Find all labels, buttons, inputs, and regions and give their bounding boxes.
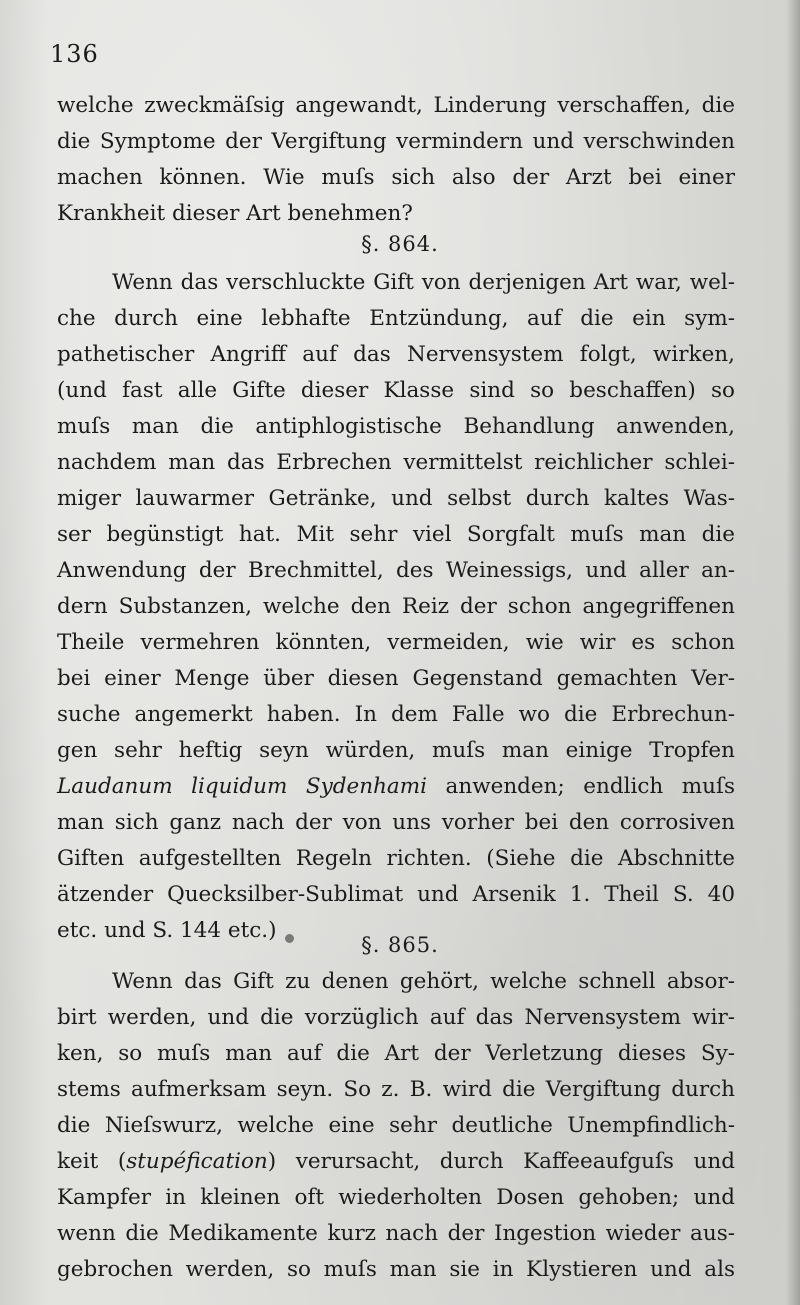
- text-line: pathetischer Angriff auf das Nervensystem folgt, wirken,: [57, 342, 735, 367]
- text-line: suche angemerkt haben. In dem Falle wo die Erbrechun-: [57, 702, 735, 727]
- text-line: Theile vermehren könnten, vermeiden, wie wir es schon: [57, 630, 735, 655]
- text-line: miger lauwarmer Getränke, und selbst durch kaltes Was-: [57, 486, 735, 511]
- text-line: Anwendung der Brechmittel, des Weinessigs, und aller an-: [57, 558, 735, 583]
- text-line: wenn die Medikamente kurz nach der Ingestion wieder aus-: [57, 1221, 735, 1246]
- text-line: ätzender Quecksilber-Sublimat und Arsenik 1. Theil S. 40: [57, 882, 735, 907]
- text-line: (und fast alle Gifte dieser Klasse sind so beschaffen) so: [57, 378, 735, 403]
- text-line: nachdem man das Erbrechen vermittelst reichlicher schlei-: [57, 450, 735, 475]
- intro-paragraph: [57, 88, 735, 232]
- latin-term: Laudanum liquidum Sydenhami: [57, 774, 428, 799]
- text-line: ser begünstigt hat. Mit sehr viel Sorgfalt muſs man die: [57, 522, 735, 547]
- text-fragment: keit (: [57, 1149, 127, 1174]
- text-line: man sich ganz nach der von uns vorher bei den corrosiven: [57, 810, 735, 835]
- text-line: stems aufmerksam seyn. So z. B. wird die Vergiftung durch: [57, 1077, 735, 1102]
- text-line: [57, 769, 735, 805]
- text-line: Krankheit dieser Art benehmen?: [57, 201, 413, 226]
- text-line: dern Substanzen, welche den Reiz der schon angegriffenen: [57, 594, 735, 619]
- text-line: Kampfer in kleinen oft wiederholten Dosen gehoben; und: [57, 1185, 735, 1210]
- text-fragment: anwenden; endlich muſs: [427, 774, 735, 799]
- text-line: die Nieſswurz, welche eine sehr deutliche Unempfindlich-: [57, 1113, 735, 1138]
- section-864-paragraph: [57, 265, 735, 949]
- text-line: machen können. Wie muſs sich also der Arzt bei einer: [57, 165, 735, 190]
- text-fragment: ) verursacht, durch Kaffeeaufguſs und: [267, 1149, 735, 1174]
- text-line: birt werden, und die vorzüglich auf das Nervensystem wir-: [57, 1005, 735, 1030]
- text-line: bei einer Menge über diesen Gegenstand gemachten Ver-: [57, 666, 735, 691]
- text-line: Giften aufgestellten Regeln richten. (Siehe die Abschnitte: [57, 846, 735, 871]
- section-heading-865: §. 865.: [361, 933, 439, 957]
- text-line: ken, so muſs man auf die Art der Verletzung dieses Sy-: [57, 1041, 735, 1066]
- text-line: die Symptome der Vergiftung vermindern und verschwinden: [57, 129, 735, 154]
- text-line: gebrochen werden, so muſs man sie in Klystieren und als: [57, 1257, 735, 1282]
- text-line: che durch eine lebhafte Entzündung, auf die ein sym-: [57, 306, 735, 331]
- text-line: welche zweckmäſsig angewandt, Linderung verschaffen, die: [57, 93, 735, 118]
- section-865-paragraph: [57, 964, 735, 1288]
- page-number: 136: [50, 40, 99, 68]
- text-line: gen sehr heftig seyn würden, muſs man einige Tropfen: [57, 738, 735, 763]
- text-line: muſs man die antiphlogistische Behandlung anwenden,: [57, 414, 735, 439]
- text-line: [57, 1144, 735, 1180]
- french-term: stupéfication: [126, 1149, 268, 1174]
- section-heading-864: §. 864.: [361, 232, 439, 256]
- text-line: Wenn das verschluckte Gift von derjenigen Art war, wel-: [112, 270, 735, 295]
- text-line: Wenn das Gift zu denen gehört, welche schnell absor-: [112, 969, 735, 994]
- page-edge-shadow: [786, 0, 800, 1305]
- text-line: etc. und S. 144 etc.): [57, 918, 277, 943]
